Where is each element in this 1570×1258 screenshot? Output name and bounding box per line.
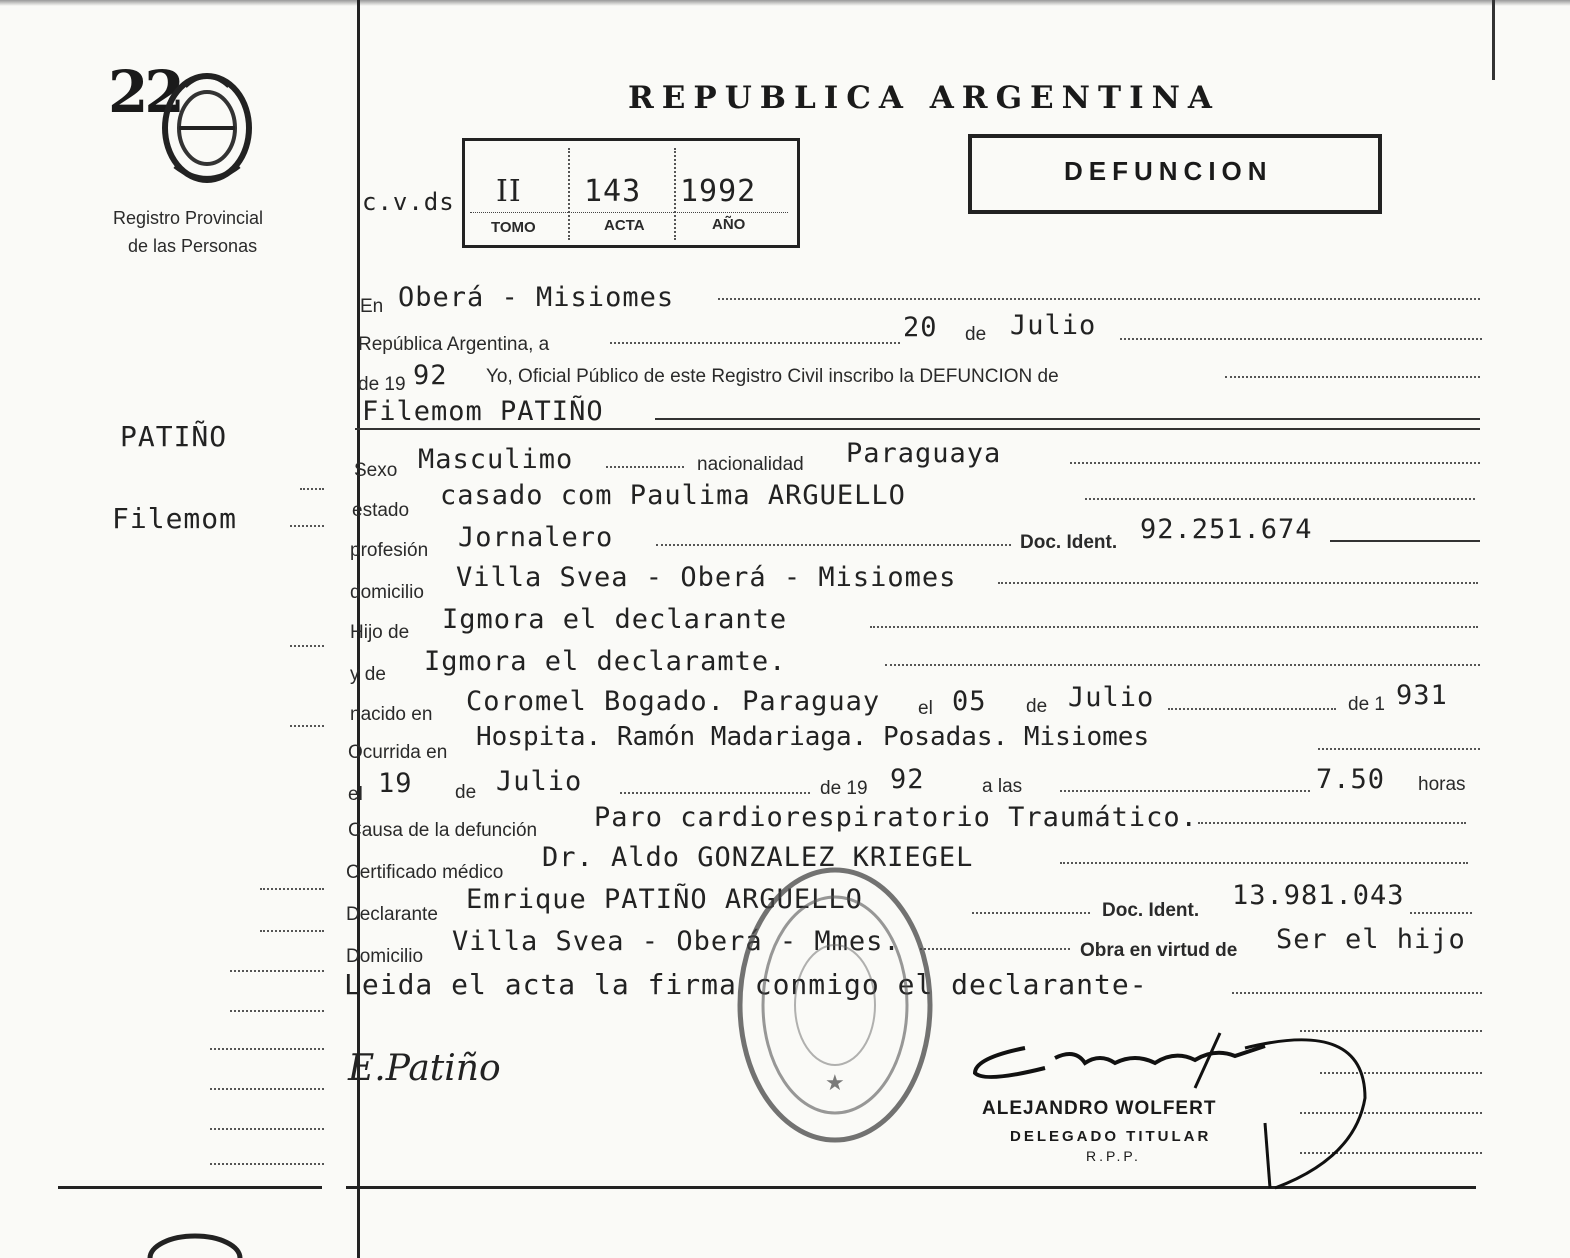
- deceased-name-rule: [655, 418, 1480, 420]
- margin-dotted-rule-9: [210, 1048, 324, 1050]
- death-year-prefix: de 19: [820, 778, 868, 799]
- domicilio-rule: [998, 582, 1478, 584]
- margin-surname: PATIÑO: [120, 420, 228, 453]
- hour-rule: [1060, 790, 1310, 792]
- obra-label: Obra en virtud de: [1080, 940, 1238, 961]
- profesion-value: Jornalero: [458, 522, 614, 553]
- country-title: REPUBLICA ARGENTINA: [628, 80, 1220, 116]
- official-stamp-icon: [730, 860, 940, 1150]
- en-value: Oberá - Misiomes: [398, 282, 675, 313]
- y-de-label: y de: [350, 664, 386, 685]
- acta-label: ACTA: [604, 217, 645, 234]
- intro-text: Yo, Oficial Público de este Registro Civil inscribo la DEFUNCION de: [486, 366, 1059, 387]
- registry-number: 22: [108, 58, 181, 126]
- causa-label: Causa de la defunción: [348, 820, 538, 841]
- nacionalidad-rule: [1070, 462, 1480, 464]
- declarante-doc-label: Doc. Ident.: [1102, 900, 1200, 921]
- ocurrida-label: Ocurrida en: [348, 742, 448, 763]
- tomo-label: TOMO: [491, 219, 536, 236]
- hijo-label: Hijo de: [350, 622, 410, 643]
- right-edge-line: [1492, 0, 1495, 80]
- margin-dotted-rule-3: [290, 645, 324, 647]
- domicilio-label: domicilio: [350, 582, 424, 603]
- margin-dotted-rule-11: [210, 1128, 324, 1130]
- estado-value: casado com Paulima ARGUELLO: [440, 480, 906, 511]
- form-type-label: DEFUNCION: [1064, 156, 1273, 186]
- margin-dotted-rule-10: [210, 1088, 324, 1090]
- month-value: Julio: [1010, 310, 1097, 341]
- a-las-label: a las: [982, 776, 1023, 797]
- republica-label: República Argentina, a: [358, 334, 550, 355]
- hijo-value: Igmora el declarante: [442, 604, 788, 635]
- en-rule: [718, 298, 1480, 300]
- declarante-rule: [972, 912, 1090, 914]
- birth-year-prefix: de 1: [1348, 694, 1385, 715]
- profesion-label: profesión: [350, 540, 429, 561]
- death-de-label: de: [455, 782, 477, 803]
- sexo-rule: [606, 466, 684, 468]
- year-suffix: 92: [413, 360, 448, 391]
- margin-dotted-rule-2: [290, 525, 324, 527]
- domicilio-value: Villa Svea - Oberá - Misiomes: [456, 562, 957, 593]
- death-month: Julio: [496, 766, 583, 797]
- coat-of-arms-icon: [155, 66, 265, 186]
- deceased-name: Filemom PATIÑO: [362, 396, 604, 427]
- margin-dotted-rule-8: [230, 1010, 324, 1012]
- record-box-divider-2: [674, 148, 677, 240]
- declarante-value: Emrique PATIÑO ARGUELLO: [466, 884, 863, 915]
- domicilio2-rule: [920, 948, 1070, 950]
- margin-given-name: Filemom: [112, 502, 238, 535]
- year-prefix: de 19: [358, 374, 406, 395]
- hour-value: 7.50: [1316, 764, 1386, 795]
- day-value: 20: [903, 312, 938, 343]
- doc-label: Doc. Ident.: [1020, 532, 1118, 553]
- birth-month-rule: [1168, 708, 1336, 710]
- ocurrida-rule: [1318, 748, 1480, 750]
- birth-day: 05: [952, 686, 987, 717]
- nacido-value: Coromel Bogado. Paraguay: [466, 686, 881, 717]
- margin-dotted-rule-4: [290, 725, 324, 727]
- causa-value: Paro cardiorespiratorio Traumático.: [594, 802, 1198, 833]
- margin-dotted-rule-7: [230, 970, 324, 972]
- ano-value: 1992: [680, 174, 757, 209]
- margin-dotted-rule-6: [260, 930, 324, 932]
- record-box-divider-1: [568, 148, 571, 240]
- registry-name-line2: de las Personas: [128, 236, 258, 256]
- top-border: [0, 0, 1570, 6]
- hijo-rule: [870, 626, 1478, 628]
- official-name: ALEJANDRO WOLFERT: [982, 1098, 1217, 1119]
- death-day: 19: [378, 768, 413, 799]
- certificado-label: Certificado médico: [346, 862, 504, 883]
- birth-month: Julio: [1068, 682, 1155, 713]
- official-title: DELEGADO TITULAR: [1010, 1128, 1212, 1145]
- nacido-label: nacido en: [350, 704, 433, 725]
- birth-de-label: de: [1026, 696, 1048, 717]
- acta-value: 143: [584, 174, 642, 209]
- closing-rule: [1232, 992, 1482, 994]
- domicilio2-value: Villa Svea - Oberá - Mmes.: [452, 926, 901, 957]
- declarante-doc-value: 13.981.043: [1232, 880, 1405, 911]
- domicilio2-label: Domicilio: [346, 946, 424, 967]
- declarante-label: Declarante: [346, 904, 438, 925]
- en-label: En: [360, 296, 384, 317]
- causa-rule: [1198, 822, 1466, 824]
- sexo-label: Sexo: [354, 460, 398, 481]
- profesion-rule: [656, 544, 1011, 546]
- left-bottom-rule: [58, 1186, 322, 1189]
- y-de-rule: [885, 664, 1480, 666]
- bottom-emblem-icon: [140, 1228, 250, 1258]
- nacionalidad-value: Paraguaya: [846, 438, 1002, 469]
- horas-label: horas: [1418, 774, 1466, 795]
- svg-text:★: ★: [825, 1071, 845, 1096]
- birth-year-suffix: 931: [1396, 680, 1448, 711]
- certificado-value: Dr. Aldo GONZALEZ KRIEGEL: [542, 842, 974, 873]
- death-el-label: el: [348, 784, 363, 805]
- ocurrida-value: Hospita. Ramón Madariaga. Posadas. Misiomes: [476, 722, 1150, 752]
- record-box-baseline: [470, 212, 788, 213]
- doc-rule: [1330, 540, 1480, 542]
- cvds-note: c.v.ds: [362, 188, 455, 216]
- obra-value: Ser el hijo: [1276, 924, 1466, 955]
- deceased-name-rule-2: [355, 428, 1480, 430]
- sexo-value: Masculimo: [418, 444, 574, 475]
- registry-name-line1: Registro Provincial: [113, 208, 264, 228]
- tomo-value: II: [496, 174, 522, 209]
- month-rule: [1120, 338, 1482, 340]
- declarant-signature: E.Patiño: [348, 1048, 501, 1089]
- margin-dotted-rule-12: [210, 1163, 324, 1165]
- closing-text: Leida el acta la firma conmigo el declarante-: [344, 968, 1148, 1001]
- ano-label: AÑO: [712, 216, 746, 233]
- estado-label: estado: [352, 500, 410, 521]
- doc-value: 92.251.674: [1140, 514, 1313, 545]
- margin-dotted-rule-1: [300, 488, 324, 490]
- day-de-label: de: [965, 324, 987, 345]
- death-month-rule: [620, 792, 810, 794]
- y-de-value: Igmora el declaramte.: [424, 646, 787, 677]
- nacionalidad-label: nacionalidad: [697, 454, 804, 475]
- declarante-doc-rule: [1410, 912, 1472, 914]
- republica-rule: [610, 342, 900, 344]
- margin-dotted-rule-5: [260, 888, 324, 890]
- death-year-suffix: 92: [890, 764, 925, 795]
- estado-rule: [1085, 498, 1475, 500]
- birth-el-label: el: [918, 698, 933, 719]
- official-sub: R.P.P.: [1086, 1148, 1141, 1164]
- intro-rule: [1225, 376, 1480, 378]
- certificado-rule: [1060, 862, 1468, 864]
